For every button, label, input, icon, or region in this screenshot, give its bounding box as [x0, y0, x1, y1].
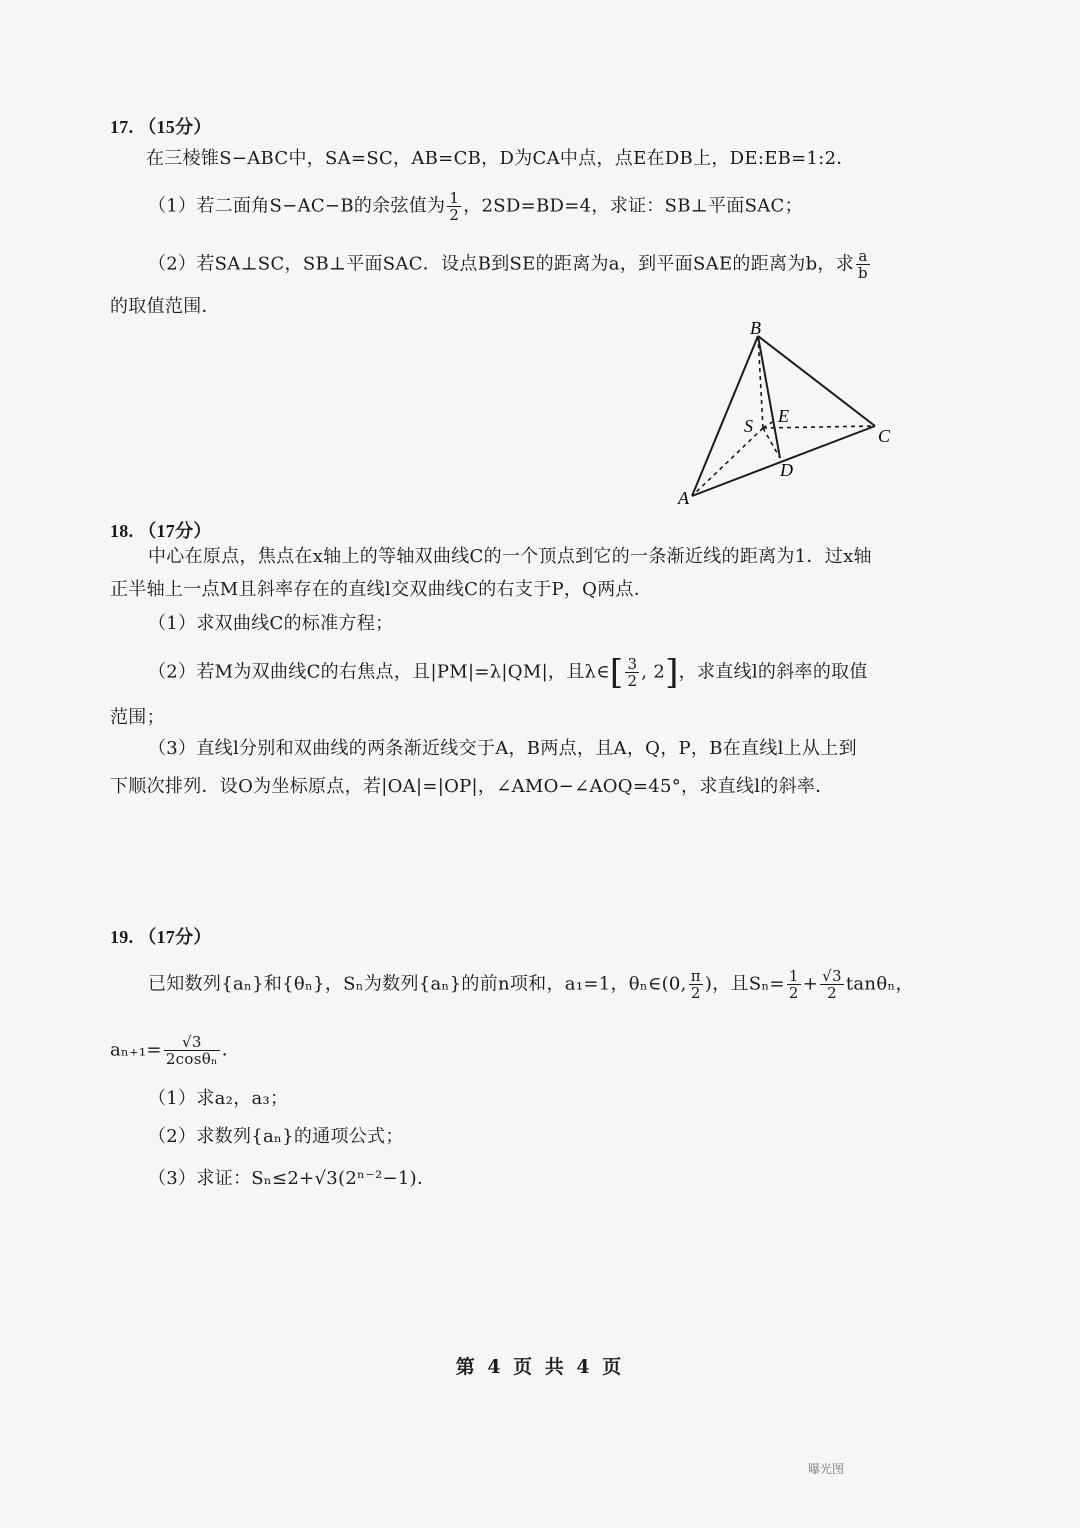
- q17-part2-tail: 的取值范围．: [110, 296, 220, 317]
- q19-stem-text-c: +: [802, 973, 819, 995]
- q19-part2: （2）求数列{aₙ}的通项公式；: [148, 1126, 404, 1147]
- q17-part1-text-b: ，2SD=BD=4，求证：SB⊥平面SAC；: [463, 195, 803, 217]
- q17-part1-text-a: （1）若二面角S−AC−B的余弦值为: [148, 195, 446, 217]
- q19-recurrence-fraction: $\frac{√3}{\text{2cosθₙ}}$: [165, 1033, 218, 1068]
- q18-part3-line2: 下顺次排列．设O为坐标原点，若|OA|=|OP|，∠AMO−∠AOQ=45°，求直线l的斜率．: [110, 776, 834, 797]
- q17-part1-fraction: $\frac{1}{2}$: [449, 189, 460, 224]
- q18-stem-line1: 中心在原点，焦点在x轴上的等轴双曲线C的一个顶点到它的一条渐近线的距离为1．过x轴: [148, 546, 872, 567]
- q18-left-bracket: [: [609, 652, 624, 693]
- q19-recurrence-text-b: ．: [221, 1039, 241, 1061]
- q18-part3-line1: （3）直线l分别和双曲线的两条渐近线交于A，B两点，且A，Q，P，B在直线l上从上到: [148, 738, 857, 759]
- q17-part2-text-a: （2）若SA⊥SC，SB⊥平面SAC．设点B到SE的距离为a，到平面SAE的距离为b，求: [148, 253, 855, 275]
- tetrahedron-figure: [670, 318, 900, 513]
- q18-part2: [148, 652, 868, 693]
- q18-part2-text-a: （2）若M为双曲线C的右焦点，且|PM|=λ|QM|，且λ∈: [148, 661, 610, 683]
- q19-stem-fraction-2: $\frac{1}{2}$: [788, 967, 799, 1002]
- label-E: E: [778, 406, 789, 426]
- edge-SC: [763, 426, 875, 428]
- q17-part2-fraction: $\frac{a}{b}$: [858, 247, 868, 282]
- q19-recurrence: [110, 1034, 240, 1067]
- q18-header: 18. （17分）: [110, 521, 212, 541]
- q18-part1: （1）求双曲线C的标准方程；: [148, 613, 394, 634]
- q19-stem-text-d: tanθₙ，: [845, 973, 914, 995]
- q19-stem-text-a: 已知数列{aₙ}和{θₙ}，Sₙ为数列{aₙ}的前n项和，a₁=1，θₙ∈(0,: [148, 973, 687, 995]
- edge-SA: [692, 428, 763, 496]
- q18-stem-line2: 正半轴上一点M且斜率存在的直线l交双曲线C的右支于P，Q两点．: [110, 579, 653, 600]
- edge-BD: [758, 336, 780, 458]
- label-A: A: [678, 488, 689, 508]
- label-S: S: [744, 416, 753, 436]
- q17-part1: [148, 190, 803, 223]
- edge-SE: [763, 421, 774, 428]
- q19-header: 19. （17分）: [110, 927, 212, 947]
- q17-part2: [148, 248, 872, 281]
- q18-part2-tail: 范围；: [110, 707, 165, 728]
- label-C: C: [878, 426, 891, 446]
- q18-right-bracket: ]: [665, 652, 679, 693]
- q19-stem-fraction-1: $\frac{\pi}{2}$: [690, 967, 701, 1002]
- label-B: B: [750, 318, 761, 338]
- q17-stem: 在三棱锥S−ABC中，SA=SC，AB=CB，D为CA中点，点E在DB上，DE:EB=1:2．: [146, 148, 855, 169]
- q19-stem-text-b: )，且Sₙ=: [704, 973, 785, 995]
- q19-part3: （3）求证：Sₙ≤2+√3(2ⁿ⁻²−1)．: [148, 1168, 436, 1189]
- q18-part2-text-c: ，求直线l的斜率的取值: [678, 661, 868, 683]
- q18-part2-text-b: , 2: [641, 661, 666, 683]
- q18-part2-fraction: $\frac{3}{2}$: [627, 655, 638, 690]
- q17-header: 17. （15分）: [110, 117, 212, 137]
- corner-mark: 曝光图: [808, 1462, 845, 1476]
- q19-recurrence-text-a: aₙ₊₁=: [110, 1039, 162, 1061]
- edge-BC: [758, 336, 875, 426]
- q19-stem-fraction-3: $\frac{√3}{2}$: [822, 967, 842, 1002]
- q19-stem: [148, 968, 914, 1001]
- q19-part1: （1）求a₂，a₃；: [148, 1088, 289, 1109]
- page-footer: 第 4 页 共 4 页: [455, 1356, 625, 1378]
- label-D: D: [780, 460, 793, 480]
